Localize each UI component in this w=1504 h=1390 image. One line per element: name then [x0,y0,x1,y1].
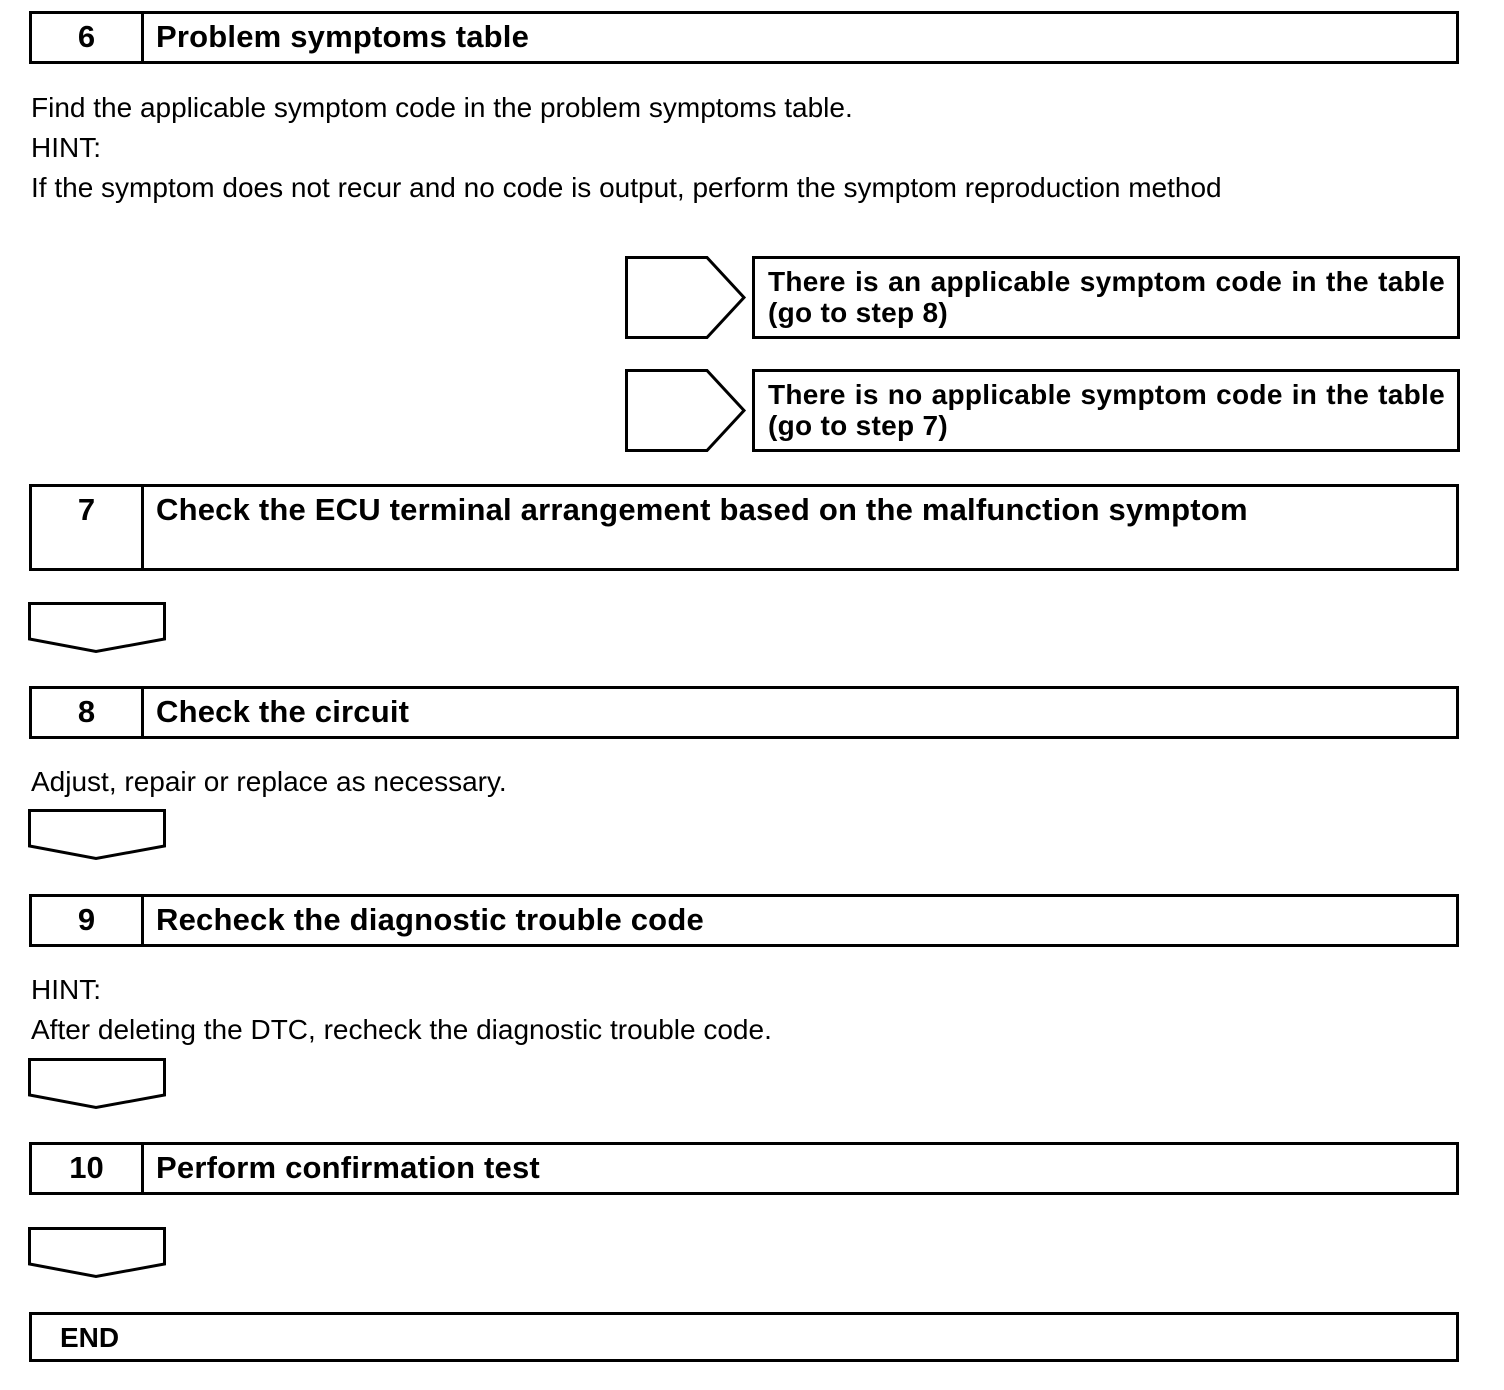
step-6-hint-text: If the symptom does not recur and no code is output, perform the symptom reproduction method [31,172,1222,203]
step-6-hint-label: HINT: [31,132,101,163]
end-box: END [29,1312,1459,1362]
step-title: Check the circuit [156,694,410,729]
branch-result-not-applicable: There is no applicable symptom code in the table (go to step 7) [752,369,1460,452]
flow-down-arrow-icon [28,602,166,654]
branch-result-applicable: There is an applicable symptom code in the table (go to step 8) [752,256,1460,339]
step-title: Problem symptoms table [156,19,530,54]
step-9-hint-text: After deleting the DTC, recheck the diagnostic trouble code. [31,1014,772,1045]
step-number: 8 [32,689,144,736]
flow-down-arrow-icon [28,809,166,861]
step-10-header [29,1142,1459,1195]
branch-arrow-icon [625,256,747,339]
step-title: Check the ECU terminal arrangement based on the malfunction symptom [156,492,1248,527]
branch-arrow-icon [625,369,747,452]
step-8-header [29,686,1459,739]
step-number: 7 [32,487,144,568]
step-7-header [29,484,1459,571]
step-number: 6 [32,14,144,61]
step-6-header [29,11,1459,64]
step-9-header [29,894,1459,947]
step-9-hint-label: HINT: [31,974,101,1005]
step-number: 10 [32,1145,144,1192]
step-number: 9 [32,897,144,944]
step-6-instruction: Find the applicable symptom code in the problem symptoms table. [31,92,853,123]
step-title: Recheck the diagnostic trouble code [156,902,704,937]
flow-down-arrow-icon [28,1227,166,1279]
step-title: Perform confirmation test [156,1150,540,1185]
flow-down-arrow-icon [28,1058,166,1110]
step-8-instruction: Adjust, repair or replace as necessary. [31,766,507,797]
